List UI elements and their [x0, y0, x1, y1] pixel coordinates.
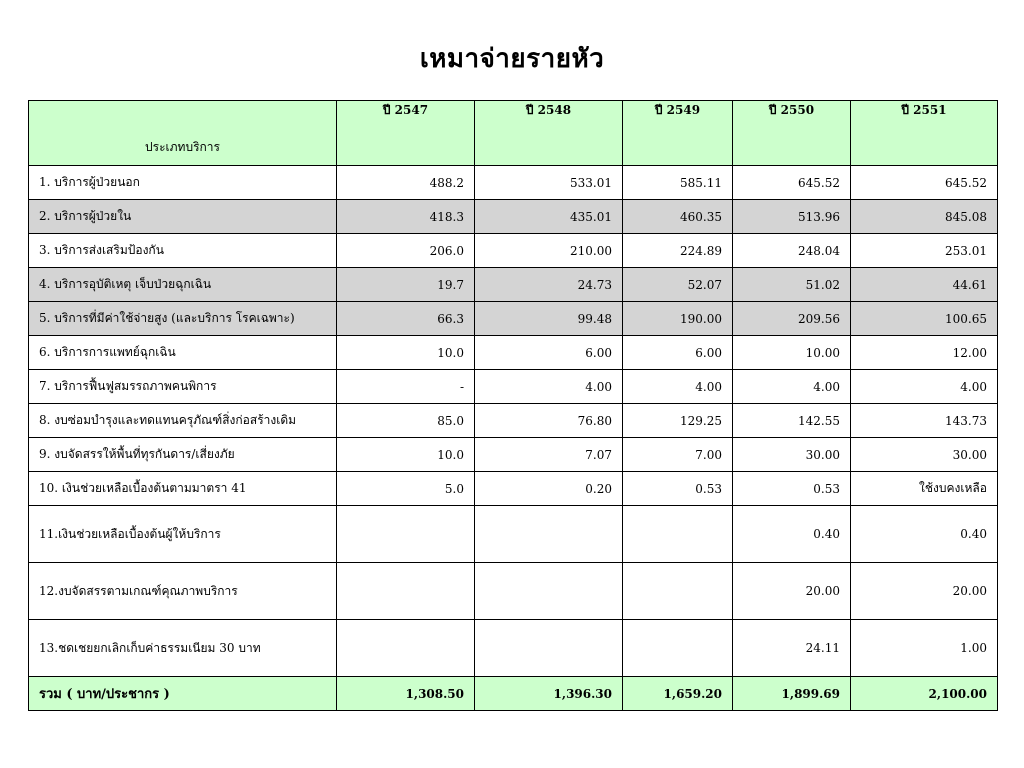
table-row [29, 234, 998, 268]
row-value: 10.0 [337, 438, 475, 472]
row-value: 645.52 [851, 166, 998, 200]
row-value: 0.53 [623, 472, 733, 506]
row-value: 0.53 [733, 472, 851, 506]
row-value: 645.52 [733, 166, 851, 200]
row-label: 13.ชดเชยยกเลิกเก็บค่าธรรมเนียม 30 บาท [29, 620, 337, 677]
row-value: 513.96 [733, 200, 851, 234]
header-year: ปี 2550 [733, 101, 851, 166]
page-title: เหมาจ่ายรายหัว [419, 44, 605, 74]
row-value: 533.01 [475, 166, 623, 200]
total-value: 2,100.00 [851, 677, 998, 711]
row-value: 30.00 [851, 438, 998, 472]
row-value: 4.00 [851, 370, 998, 404]
table-row [29, 268, 998, 302]
row-value: 85.0 [337, 404, 475, 438]
row-label: 4. บริการอุบัติเหตุ เจ็บป่วยฉุกเฉิน [29, 268, 337, 302]
row-value: 44.61 [851, 268, 998, 302]
row-value: 585.11 [623, 166, 733, 200]
row-value: 190.00 [623, 302, 733, 336]
row-value: - [337, 370, 475, 404]
header-category: ประเภทบริการ [29, 101, 337, 166]
row-value: 76.80 [475, 404, 623, 438]
row-value: 99.48 [475, 302, 623, 336]
capitation-table [28, 100, 998, 711]
row-value: 20.00 [733, 563, 851, 620]
row-value: 51.02 [733, 268, 851, 302]
row-value: 10.00 [733, 336, 851, 370]
row-label: 1. บริการผู้ป่วยนอก [29, 166, 337, 200]
row-value: 0.40 [733, 506, 851, 563]
row-label: 10. เงินช่วยเหลือเบื้องต้นตามมาตรา 41 [29, 472, 337, 506]
table-row [29, 336, 998, 370]
row-value: 435.01 [475, 200, 623, 234]
table-row [29, 200, 998, 234]
row-value [337, 563, 475, 620]
row-value: 7.07 [475, 438, 623, 472]
row-value: 253.01 [851, 234, 998, 268]
table-row [29, 506, 998, 563]
row-value: 418.3 [337, 200, 475, 234]
row-label: 5. บริการที่มีค่าใช้จ่ายสูง (และบริการ โรคเฉพาะ) [29, 302, 337, 336]
row-value [475, 506, 623, 563]
row-value [475, 620, 623, 677]
total-value: 1,659.20 [623, 677, 733, 711]
row-label: 8. งบซ่อมบำรุงและทดแทนครุภัณฑ์สิ่งก่อสร้างเดิม [29, 404, 337, 438]
row-value: 210.00 [475, 234, 623, 268]
row-value: 66.3 [337, 302, 475, 336]
row-value: 6.00 [475, 336, 623, 370]
row-value: 100.65 [851, 302, 998, 336]
total-value: 1,396.30 [475, 677, 623, 711]
row-value: 0.20 [475, 472, 623, 506]
row-label: 11.เงินช่วยเหลือเบื้องต้นผู้ให้บริการ [29, 506, 337, 563]
row-value: 4.00 [623, 370, 733, 404]
row-value: 20.00 [851, 563, 998, 620]
row-label: 9. งบจัดสรรให้พื้นที่ทุรกันดาร/เสี่ยงภัย [29, 438, 337, 472]
row-value [337, 620, 475, 677]
row-value: 143.73 [851, 404, 998, 438]
row-value: 488.2 [337, 166, 475, 200]
row-value: 129.25 [623, 404, 733, 438]
table-row [29, 302, 998, 336]
row-value: 5.0 [337, 472, 475, 506]
row-value: 209.56 [733, 302, 851, 336]
row-value: 845.08 [851, 200, 998, 234]
total-value: 1,308.50 [337, 677, 475, 711]
row-value: 1.00 [851, 620, 998, 677]
row-value: 0.40 [851, 506, 998, 563]
row-value [623, 620, 733, 677]
row-value: 12.00 [851, 336, 998, 370]
table-row [29, 438, 998, 472]
row-value: 4.00 [733, 370, 851, 404]
header-year: ปี 2551 [851, 101, 998, 166]
table-row [29, 404, 998, 438]
row-value: 19.7 [337, 268, 475, 302]
row-value [623, 506, 733, 563]
table-row [29, 166, 998, 200]
row-value: 10.0 [337, 336, 475, 370]
row-label: 7. บริการฟื้นฟูสมรรถภาพคนพิการ [29, 370, 337, 404]
table-row [29, 370, 998, 404]
row-value: ใช้งบคงเหลือ [851, 472, 998, 506]
table-header-row [29, 101, 998, 166]
row-value: 6.00 [623, 336, 733, 370]
table-row [29, 620, 998, 677]
row-value [623, 563, 733, 620]
row-value: 24.73 [475, 268, 623, 302]
row-value: 7.00 [623, 438, 733, 472]
row-label: 3. บริการส่งเสริมป้องกัน [29, 234, 337, 268]
row-value: 142.55 [733, 404, 851, 438]
header-year: ปี 2547 [337, 101, 475, 166]
row-value: 30.00 [733, 438, 851, 472]
header-year: ปี 2548 [475, 101, 623, 166]
row-value: 224.89 [623, 234, 733, 268]
row-value: 52.07 [623, 268, 733, 302]
total-value: 1,899.69 [733, 677, 851, 711]
row-label: 2. บริการผู้ป่วยใน [29, 200, 337, 234]
table-row [29, 563, 998, 620]
row-value: 248.04 [733, 234, 851, 268]
row-value: 460.35 [623, 200, 733, 234]
row-value [475, 563, 623, 620]
row-value [337, 506, 475, 563]
header-year: ปี 2549 [623, 101, 733, 166]
table-row [29, 472, 998, 506]
total-row [29, 677, 998, 711]
row-label: 12.งบจัดสรรตามเกณฑ์คุณภาพบริการ [29, 563, 337, 620]
row-label: 6. บริการการแพทย์ฉุกเฉิน [29, 336, 337, 370]
total-label: รวม ( บาท/ประชากร ) [29, 677, 337, 711]
row-value: 206.0 [337, 234, 475, 268]
row-value: 4.00 [475, 370, 623, 404]
row-value: 24.11 [733, 620, 851, 677]
